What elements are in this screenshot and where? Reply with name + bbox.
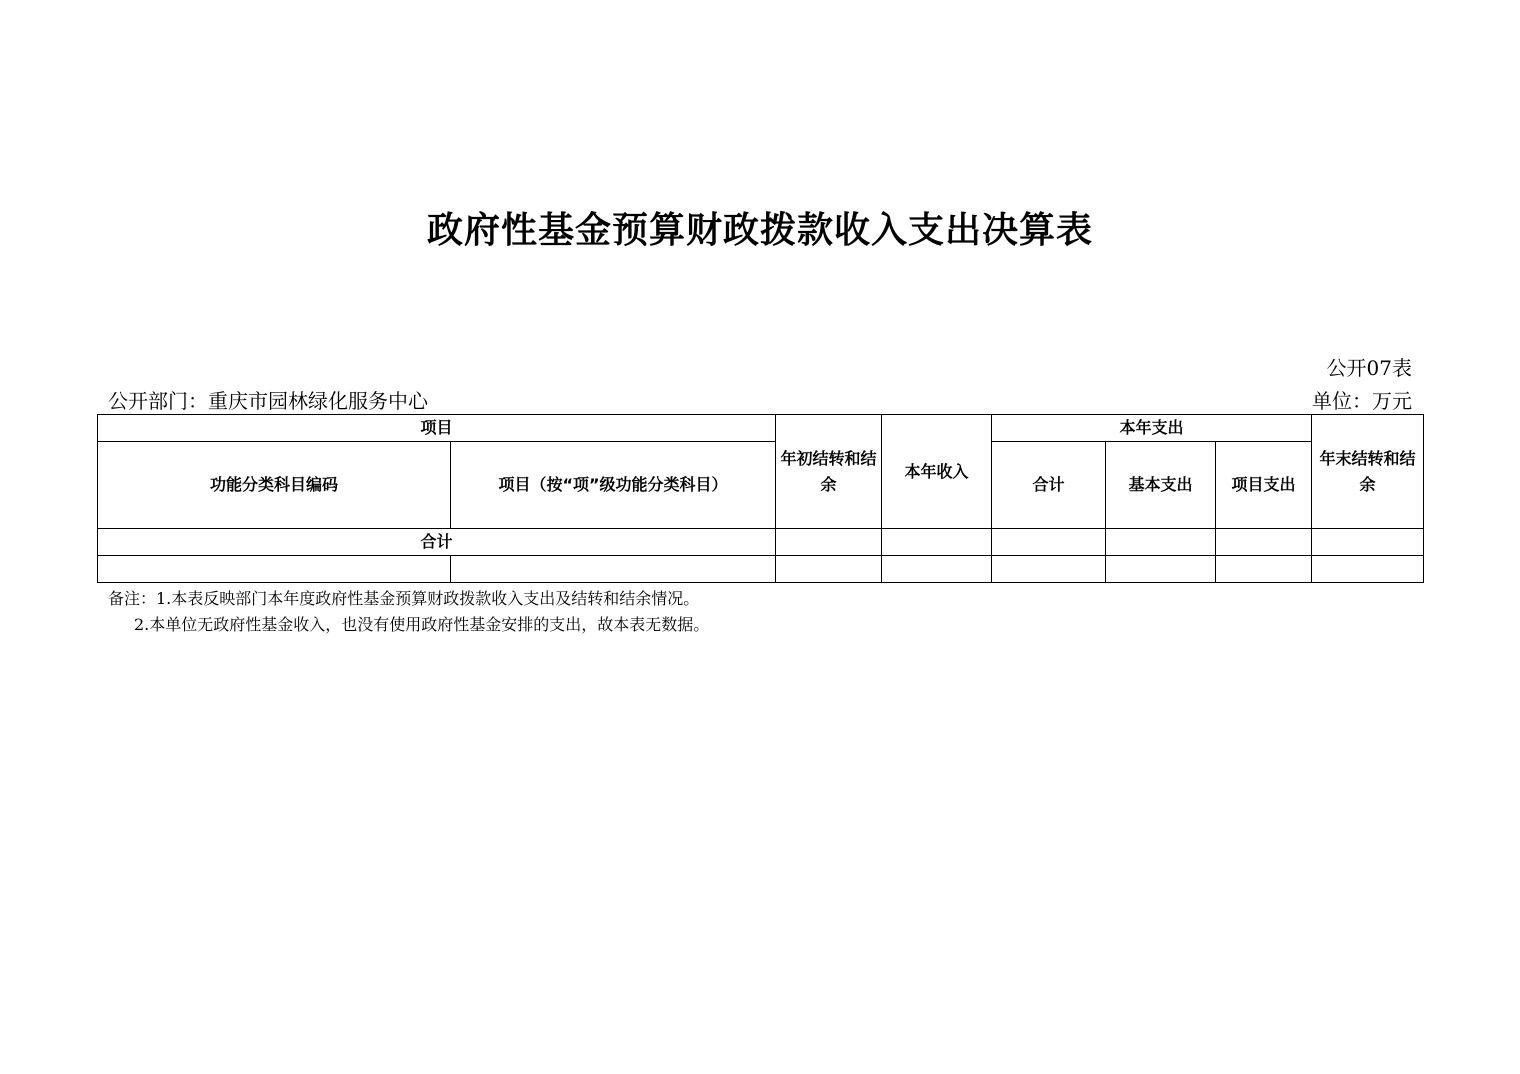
notes — [108, 586, 709, 638]
header-item: 项目 — [98, 415, 776, 442]
unit-label: 单位：万元 — [1312, 389, 1412, 413]
note-line-2: 2.本单位无政府性基金收入，也没有使用政府性基金安排的支出，故本表无数据。 — [134, 615, 710, 634]
budget-table — [97, 414, 1424, 583]
header-func-code: 功能分类科目编码 — [98, 442, 451, 529]
header-basic-expense: 基本支出 — [1106, 442, 1216, 529]
table-row — [98, 556, 1424, 583]
header-end-balance: 年末结转和结余 — [1312, 415, 1424, 529]
table-cell — [98, 556, 451, 583]
total-basic-expense-cell — [1106, 529, 1216, 556]
table-number: 公开07表 — [1326, 356, 1412, 380]
header-expense-total: 合计 — [992, 442, 1106, 529]
note-line-1: 备注：1.本表反映部门本年度政府性基金预算财政拨款收入支出及结转和结余情况。 — [108, 589, 700, 608]
table-cell — [1106, 556, 1216, 583]
total-label: 合计 — [98, 529, 776, 556]
total-end-balance-cell — [1312, 529, 1424, 556]
page-title: 政府性基金预算财政拨款收入支出决算表 — [426, 210, 1093, 251]
total-project-expense-cell — [1216, 529, 1312, 556]
total-income-cell — [882, 529, 992, 556]
table-cell — [1216, 556, 1312, 583]
table-cell — [776, 556, 882, 583]
header-item-name: 项目（按“项”级功能分类科目） — [451, 442, 776, 529]
table-cell — [1312, 556, 1424, 583]
header-project-expense: 项目支出 — [1216, 442, 1312, 529]
header-expense-group: 本年支出 — [992, 415, 1312, 442]
total-expense-cell — [992, 529, 1106, 556]
table-cell — [451, 556, 776, 583]
table-cell — [882, 556, 992, 583]
header-income: 本年收入 — [882, 415, 992, 529]
table-cell — [992, 556, 1106, 583]
header-begin-balance: 年初结转和结余 — [776, 415, 882, 529]
total-begin-balance-cell — [776, 529, 882, 556]
department-label: 公开部门：重庆市园林绿化服务中心 — [108, 389, 428, 413]
table-row-total — [98, 529, 1424, 556]
